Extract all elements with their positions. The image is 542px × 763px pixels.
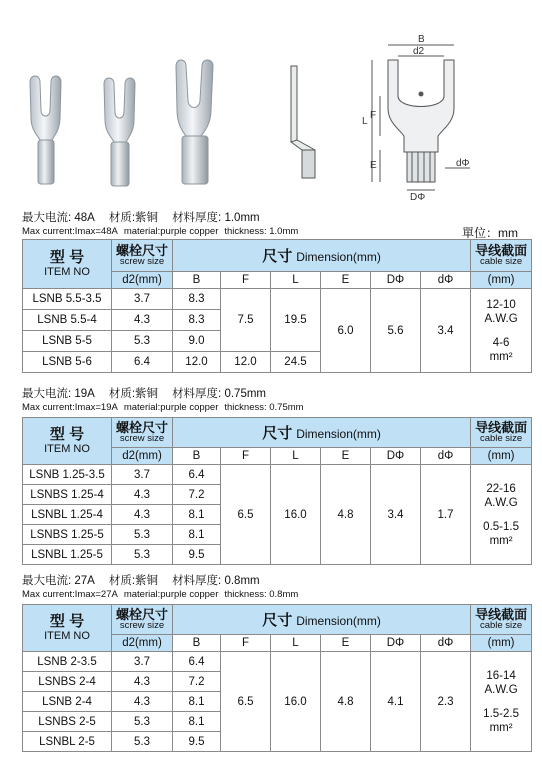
col-e: E (321, 635, 371, 652)
table-cell: 4.3 (112, 505, 173, 525)
table-cell: 6.5 (221, 652, 271, 752)
col-f: F (221, 635, 271, 652)
screw-size-header: 螺栓尺寸 screw size (112, 418, 173, 448)
type-header: 型 号 ITEM NO (23, 240, 112, 289)
table-cell: 16.0 (271, 465, 321, 565)
table-cell: 4.3 (112, 310, 173, 331)
col-l: L (271, 635, 321, 652)
unit-label: 單位：mm (462, 226, 518, 240)
table-cell: 2.3 (421, 652, 471, 752)
table-cell: 6.5 (221, 465, 271, 565)
table-cell: 12.0 (173, 352, 221, 373)
table-cell: 9.0 (173, 331, 221, 352)
table-cell: 6.0 (321, 289, 371, 373)
drawing-label-e: E (370, 160, 377, 171)
dimension-header: 尺寸 Dimension(mm) (173, 418, 471, 448)
product-illustration (0, 0, 542, 210)
table-cell: 4.1 (371, 652, 421, 752)
table-cell: LSNB 5.5-4 (23, 310, 112, 331)
col-e: E (321, 448, 371, 465)
cable-size-cell: 12-10 A.W.G 4-6 mm² (471, 289, 532, 373)
table-cell: 8.1 (173, 525, 221, 545)
cable-size-header: 导线截面 cable size (471, 418, 532, 448)
table-cell: 7.2 (173, 485, 221, 505)
col-bigd: DΦ (371, 448, 421, 465)
fork-terminal-photo-3 (176, 60, 213, 184)
col-f: F (221, 272, 271, 289)
screw-size-header: 螺栓尺寸 screw size (112, 605, 173, 635)
drawing-label-f: F (370, 110, 377, 121)
type-header: 型 号 ITEM NO (23, 418, 112, 465)
table-cell: 4.8 (321, 652, 371, 752)
col-b: B (173, 635, 221, 652)
fork-terminal-photo-2 (104, 78, 135, 186)
table-cell: 5.3 (112, 712, 173, 732)
table-cell: 3.7 (112, 465, 173, 485)
table-cell: 5.3 (112, 545, 173, 565)
table-cell: LSNBS 1.25-5 (23, 525, 112, 545)
col-bigd: DΦ (371, 272, 421, 289)
table-cell: 4.3 (112, 692, 173, 712)
table-cell: 8.1 (173, 712, 221, 732)
col-f: F (221, 448, 271, 465)
table-cell: 8.1 (173, 692, 221, 712)
cable-size-header: 导线截面 cable size (471, 240, 532, 272)
table-cell: LSNBL 1.25-5 (23, 545, 112, 565)
screw-unit: d2(mm) (112, 272, 173, 289)
table-cell: 3.7 (112, 652, 173, 672)
spec-header-2: 最大电流: 19A 材质:紫铜 材料厚度: 0.75mm Max current:Imax=19A material:purple copper thickness: 0.75mm (22, 388, 304, 413)
cable-size-cell: 16-14 A.W.G 1.5-2.5 mm² (471, 652, 532, 752)
table-cell: LSNBS 2-5 (23, 712, 112, 732)
table-cell: LSNBS 1.25-4 (23, 485, 112, 505)
table-cell: 5.3 (112, 331, 173, 352)
table-cell: 6.4 (173, 652, 221, 672)
cable-size-cell: 22-16 A.W.G 0.5-1.5 mm² (471, 465, 532, 565)
table-row (23, 289, 532, 310)
table-cell: 5.6 (371, 289, 421, 373)
drawing-label-l: L (362, 116, 368, 127)
table-cell: 1.7 (421, 465, 471, 565)
table-cell: 7.2 (173, 672, 221, 692)
screw-unit: d2(mm) (112, 448, 173, 465)
screw-unit: d2(mm) (112, 635, 173, 652)
table-cell: 4.3 (112, 672, 173, 692)
table-cell: 19.5 (271, 289, 321, 352)
table-cell: LSNB 5.5-3.5 (23, 289, 112, 310)
dimension-header: 尺寸 Dimension(mm) (173, 605, 471, 635)
drawing-label-b: B (418, 34, 425, 45)
table-cell: 8.3 (173, 310, 221, 331)
table-cell: 4.8 (321, 465, 371, 565)
dimension-header: 尺寸 Dimension(mm) (173, 240, 471, 272)
table-cell: 9.5 (173, 732, 221, 752)
drawing-label-smalld: dΦ (456, 158, 470, 169)
col-l: L (271, 272, 321, 289)
side-view-drawing (291, 66, 315, 178)
col-smalld: dΦ (421, 448, 471, 465)
spec-table-1 (22, 239, 532, 373)
spec-header-1: 最大电流: 48A 材质:紫铜 材料厚度: 1.0mm Max current:Imax=48A material:purple copper thickness: 1.0mm (22, 212, 299, 237)
table-cell: LSNB 2-3.5 (23, 652, 112, 672)
table-cell: LSNB 5-5 (23, 331, 112, 352)
drawing-label-bigd: DΦ (410, 192, 426, 203)
table-cell: 7.5 (221, 289, 271, 352)
type-header: 型 号 ITEM NO (23, 605, 112, 652)
table-cell: LSNB 2-4 (23, 692, 112, 712)
spec-table-2 (22, 417, 532, 565)
table-cell: 8.3 (173, 289, 221, 310)
table-row (23, 465, 532, 485)
col-b: B (173, 272, 221, 289)
table-cell: 3.4 (421, 289, 471, 373)
fork-terminal-photo-1 (30, 76, 61, 184)
table-cell: LSNB 1.25-3.5 (23, 465, 112, 485)
table-cell: 9.5 (173, 545, 221, 565)
table-cell: 24.5 (271, 352, 321, 373)
col-bigd: DΦ (371, 635, 421, 652)
spec-header-3: 最大电流: 27A 材质:紫铜 材料厚度: 0.8mm Max current:Imax=27A material:purple copper thickness: 0.8mm (22, 575, 299, 600)
cable-unit: (mm) (471, 448, 532, 465)
cable-size-header: 导线截面 cable size (471, 605, 532, 635)
table-cell: 12.0 (221, 352, 271, 373)
col-smalld: dΦ (421, 272, 471, 289)
screw-size-header: 螺栓尺寸 screw size (112, 240, 173, 272)
table-cell: 16.0 (271, 652, 321, 752)
col-smalld: dΦ (421, 635, 471, 652)
spec-table-3 (22, 604, 532, 752)
cable-unit: (mm) (471, 635, 532, 652)
table-cell: 6.4 (173, 465, 221, 485)
col-l: L (271, 448, 321, 465)
table-cell: 8.1 (173, 505, 221, 525)
table-cell: 5.3 (112, 525, 173, 545)
table-cell: 4.3 (112, 485, 173, 505)
table-cell: 3.7 (112, 289, 173, 310)
table-cell: 5.3 (112, 732, 173, 752)
table-cell: 6.4 (112, 352, 173, 373)
table-cell: LSNBL 2-5 (23, 732, 112, 752)
table-cell: LSNBS 2-4 (23, 672, 112, 692)
cable-unit: (mm) (471, 272, 532, 289)
table-cell: LSNBL 1.25-4 (23, 505, 112, 525)
table-row (23, 652, 532, 672)
drawing-label-d2: d2 (413, 46, 425, 57)
table-cell: 3.4 (371, 465, 421, 565)
col-b: B (173, 448, 221, 465)
col-e: E (321, 272, 371, 289)
table-cell: LSNB 5-6 (23, 352, 112, 373)
